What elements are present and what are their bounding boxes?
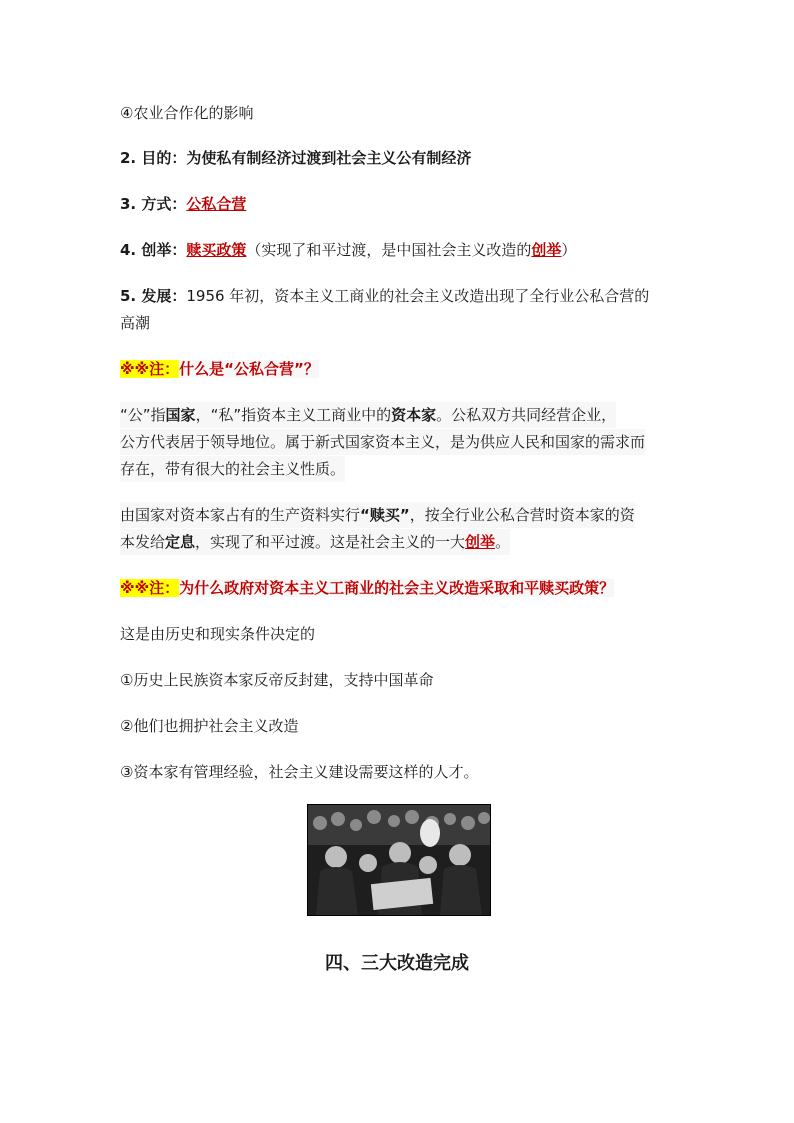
item-agri-cooperation-impact: ④农业合作化的影响 xyxy=(120,104,254,122)
photo-illustration xyxy=(308,805,490,915)
reason-2: ②他们也拥护社会主义改造 xyxy=(120,717,299,735)
historical-photo xyxy=(307,804,491,916)
point-development: 5. 发展：1956 年初，资本主义工商业的社会主义改造出现了全行业公私合营的 xyxy=(120,287,650,305)
reason-intro: 这是由历史和现实条件决定的 xyxy=(120,625,316,643)
reason-1: ①历史上民族资本家反帝反封建，支持中国革命 xyxy=(120,671,434,689)
point-development-cont: 高潮 xyxy=(120,314,151,332)
point-method: 3. 方式：公私合营 xyxy=(120,195,247,213)
note-1-heading: ※※注：什么是“公私合营”？ xyxy=(120,360,319,378)
note-2-heading: ※※注：为什么政府对资本主义工商业的社会主义改造采取和平赎买政策？ xyxy=(120,579,615,597)
reason-3: ③资本家有管理经验，社会主义建设需要这样的人才。 xyxy=(120,763,479,781)
section-title: 四、三大改造完成 xyxy=(325,953,469,974)
point-purpose: 2. 目的：为使私有制经济过渡到社会主义公有制经济 xyxy=(120,149,472,167)
point-innovation: 4. 创举：赎买政策（实现了和平过渡，是中国社会主义改造的创举） xyxy=(120,241,577,259)
